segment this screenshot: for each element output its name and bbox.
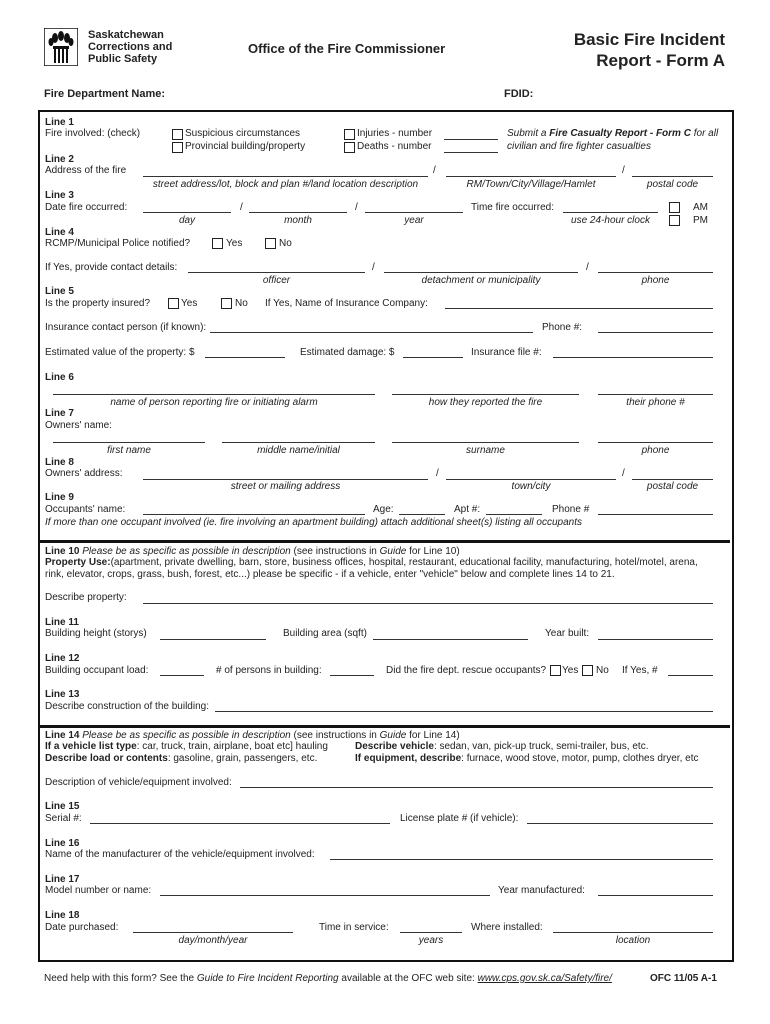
- caption: how they reported the fire: [428, 397, 543, 408]
- suspicious-label: Suspicious circumstances: [185, 128, 301, 139]
- owner-street-field[interactable]: [143, 479, 428, 480]
- year-built-field[interactable]: [598, 639, 713, 640]
- caption: day/month/year: [178, 935, 248, 946]
- manufacturer-field[interactable]: [330, 859, 713, 860]
- persons-field[interactable]: [330, 675, 374, 676]
- building-area-field[interactable]: [373, 639, 528, 640]
- insurance-file-field[interactable]: [553, 357, 713, 358]
- vehicle-description-label: Description of vehicle/equipment involved:: [45, 777, 232, 788]
- year-manufactured-label: Year manufactured:: [498, 885, 585, 896]
- rescue-no-checkbox[interactable]: [582, 665, 593, 676]
- model-field[interactable]: [160, 895, 490, 896]
- caption: name of person reporting fire or initiating alarm: [110, 397, 318, 408]
- suspicious-checkbox[interactable]: [172, 129, 183, 140]
- line4-label: Line 4: [45, 227, 74, 238]
- wheat-sheaf-icon: [44, 28, 78, 66]
- property-value-label: Estimated value of the property: $: [45, 347, 195, 358]
- reporter-phone-field[interactable]: [598, 394, 713, 395]
- provincial-checkbox[interactable]: [172, 142, 183, 153]
- age-label: Age:: [373, 504, 394, 515]
- casualty-note-2: civilian and fire fighter casualties: [507, 141, 651, 152]
- property-value-field[interactable]: [205, 357, 285, 358]
- vehicle-type-text: : car, truck, train, airplane, boat etc] hauling: [136, 741, 328, 752]
- owner-town-field[interactable]: [446, 479, 616, 480]
- owner-first-name-field[interactable]: [53, 442, 205, 443]
- equipment-label: If equipment, describe: [355, 753, 462, 764]
- caption: surname: [466, 445, 505, 456]
- form-title: [574, 29, 725, 71]
- load-contents-hint: [45, 754, 317, 764]
- occupants-note: If more than one occupant involved (ie. fire involving an apartment building) attach additional sheet(s) listing all occupants: [45, 517, 582, 528]
- property-use-line-2: rink, elevator, crops, grass, bush, forest, etc...) please be specific - if a vehicle, enter "vehicle" below and complete lines 14 to 21.: [45, 569, 615, 580]
- model-label: Model number or name:: [45, 885, 152, 896]
- caption: first name: [107, 445, 151, 456]
- year-manufactured-field[interactable]: [598, 895, 713, 896]
- occupant-load-label: Building occupant load:: [45, 665, 149, 676]
- owner-postal-field[interactable]: [632, 479, 713, 480]
- pm-label: PM: [693, 215, 708, 226]
- footer-help: [44, 974, 612, 984]
- owners-name-label: Owners' name:: [45, 420, 112, 431]
- provincial-label: Provincial building/property: [185, 141, 306, 152]
- caption: officer: [262, 275, 291, 286]
- insured-no-label: No: [235, 298, 248, 309]
- insurance-contact-label: Insurance contact person (if known):: [45, 322, 207, 333]
- caption: their phone #: [626, 397, 685, 408]
- caption: detachment or municipality: [421, 275, 541, 286]
- construction-field[interactable]: [215, 711, 713, 712]
- org-line-2: Corrections and: [88, 41, 173, 53]
- fire-dept-label: Fire Department Name:: [44, 88, 166, 100]
- time-field[interactable]: [563, 212, 658, 213]
- detachment-field[interactable]: [384, 272, 578, 273]
- line6-label: Line 6: [45, 372, 74, 383]
- line17-label: Line 17: [45, 874, 80, 885]
- guide-ref: Guide: [379, 546, 407, 557]
- vehicle-type-hint: [45, 742, 328, 752]
- line10-italic: Please be as specific as possible in description: [82, 546, 291, 557]
- line14-italic: Please be as specific as possible in description: [82, 730, 291, 741]
- vehicle-description-field[interactable]: [240, 787, 713, 788]
- load-contents-label: Describe load or contents: [45, 753, 168, 764]
- casualty-note-form: Fire Casualty Report - Form C: [549, 128, 691, 139]
- report-method-field[interactable]: [392, 394, 579, 395]
- rescue-yes-label: Yes: [562, 665, 579, 676]
- casualty-note-post: for all: [690, 128, 719, 139]
- deaths-label: Deaths - number: [357, 141, 432, 152]
- date-purchased-label: Date purchased:: [45, 922, 119, 933]
- footer-mid: available at the OFC web site:: [338, 973, 478, 984]
- slash: /: [433, 165, 436, 176]
- describe-vehicle-label: Describe vehicle: [355, 741, 434, 752]
- line15-label: Line 15: [45, 801, 80, 812]
- rescue-count-label: If Yes, #: [622, 665, 658, 676]
- caption: postal code: [646, 179, 699, 190]
- owners-address-label: Owners' address:: [45, 468, 123, 479]
- org-line-1: Saskatchewan: [88, 29, 164, 41]
- time-in-service-field[interactable]: [400, 932, 462, 933]
- line14-instr-end: for Line 14): [406, 730, 460, 741]
- caption: month: [284, 215, 312, 226]
- rescue-count-field[interactable]: [668, 675, 713, 676]
- line5-label: Line 5: [45, 286, 74, 297]
- caption: location: [615, 935, 651, 946]
- slash: /: [586, 262, 589, 273]
- guide-ref: Guide: [379, 730, 407, 741]
- caption: street or mailing address: [230, 481, 341, 492]
- insurance-phone-field[interactable]: [598, 332, 713, 333]
- license-plate-field[interactable]: [527, 823, 713, 824]
- org-name: [88, 29, 172, 65]
- insurance-company-field[interactable]: [445, 308, 713, 309]
- slash: /: [622, 165, 625, 176]
- building-area-label: Building area (sqft): [283, 628, 367, 639]
- footer-pre: Need help with this form? See the: [44, 973, 197, 984]
- occupant-name-field[interactable]: [143, 514, 365, 515]
- building-height-field[interactable]: [160, 639, 266, 640]
- owner-middle-name-field[interactable]: [222, 442, 375, 443]
- injuries-checkbox[interactable]: [344, 129, 355, 140]
- line10-header: [45, 547, 460, 557]
- line10-label: Line 10: [45, 546, 80, 557]
- damage-field[interactable]: [403, 357, 463, 358]
- insured-label: Is the property insured?: [45, 298, 151, 309]
- rescue-no-label: No: [596, 665, 609, 676]
- rescue-yes-checkbox[interactable]: [550, 665, 561, 676]
- am-label: AM: [693, 202, 708, 213]
- insured-yes-checkbox[interactable]: [168, 298, 179, 309]
- equipment-text: : furnace, wood stove, motor, pump, clothes dryer, etc: [461, 753, 699, 764]
- rescue-label: Did the fire dept. rescue occupants?: [386, 665, 547, 676]
- building-height-label: Building height (storys): [45, 628, 147, 639]
- fdid-label: FDID:: [504, 88, 534, 100]
- org-line-3: Public Safety: [88, 53, 158, 65]
- insurance-company-label: If Yes, Name of Insurance Company:: [265, 298, 428, 309]
- line18-label: Line 18: [45, 910, 80, 921]
- date-day-field[interactable]: [143, 212, 231, 213]
- slash: /: [240, 202, 243, 213]
- occupants-name-label: Occupants' name:: [45, 504, 126, 515]
- age-field[interactable]: [399, 514, 445, 515]
- occupant-phone-field[interactable]: [598, 514, 713, 515]
- contact-details-label: If Yes, provide contact details:: [45, 262, 178, 273]
- line8-label: Line 8: [45, 457, 74, 468]
- deaths-number-field[interactable]: [444, 152, 498, 153]
- injuries-number-field[interactable]: [444, 139, 498, 140]
- police-notified-label: RCMP/Municipal Police notified?: [45, 238, 191, 249]
- fire-address-town-field[interactable]: [446, 176, 616, 177]
- fire-address-street-field[interactable]: [143, 176, 428, 177]
- vehicle-type-label: If a vehicle list type: [45, 741, 137, 752]
- describe-property-label: Describe property:: [45, 592, 127, 603]
- line11-label: Line 11: [45, 617, 79, 628]
- line13-label: Line 13: [45, 689, 80, 700]
- caption: RM/Town/City/Village/Hamlet: [466, 179, 596, 190]
- police-no-label: No: [279, 238, 292, 249]
- insurance-phone-label: Phone #:: [542, 322, 583, 333]
- fire-address-postal-field[interactable]: [632, 176, 713, 177]
- fire-address-label: Address of the fire: [45, 165, 127, 176]
- caption: street address/lot, block and plan #/land location description: [152, 179, 419, 190]
- damage-label: Estimated damage: $: [300, 347, 395, 358]
- police-no-checkbox[interactable]: [265, 238, 276, 249]
- deaths-checkbox[interactable]: [344, 142, 355, 153]
- occupant-load-field[interactable]: [160, 675, 204, 676]
- property-use-label: Property Use:: [45, 557, 111, 568]
- form-title-line-1: Basic Fire Incident: [573, 30, 725, 49]
- insured-no-checkbox[interactable]: [221, 298, 232, 309]
- office-name: Office of the Fire Commissioner: [248, 41, 446, 56]
- police-yes-label: Yes: [226, 238, 243, 249]
- caption: phone: [641, 275, 670, 286]
- apt-label: Apt #:: [454, 504, 481, 515]
- time-occurred-label: Time fire occurred:: [471, 202, 554, 213]
- serial-field[interactable]: [90, 823, 390, 824]
- line9-label: Line 9: [45, 492, 74, 503]
- fire-involved-label: Fire involved: (check): [45, 128, 141, 139]
- describe-vehicle-hint: [355, 742, 648, 752]
- officer-field[interactable]: [188, 272, 365, 273]
- slash: /: [372, 262, 375, 273]
- caption: middle name/initial: [257, 445, 340, 456]
- insurance-file-label: Insurance file #:: [471, 347, 542, 358]
- line2-label: Line 2: [45, 154, 74, 165]
- footer-guide: Guide to Fire Incident Reporting: [196, 973, 339, 984]
- line1-label: Line 1: [45, 117, 74, 128]
- am-checkbox[interactable]: [669, 202, 680, 213]
- year-built-label: Year built:: [545, 628, 590, 639]
- casualty-note-pre: Submit a: [507, 128, 550, 139]
- describe-property-field[interactable]: [143, 603, 713, 604]
- caption: year: [404, 215, 424, 226]
- date-purchased-field[interactable]: [133, 932, 293, 933]
- pm-checkbox[interactable]: [669, 215, 680, 226]
- section-divider-1: [40, 540, 730, 543]
- property-use-line-1: [45, 558, 698, 568]
- logo: [44, 28, 78, 66]
- time-in-service-label: Time in service:: [319, 922, 389, 933]
- caption: postal code: [646, 481, 699, 492]
- caption: town/city: [511, 481, 551, 492]
- describe-vehicle-text: : sedan, van, pick-up truck, semi-trailer, bus, etc.: [433, 741, 649, 752]
- line14-header: [45, 731, 460, 741]
- owner-surname-field[interactable]: [392, 442, 579, 443]
- reporter-name-field[interactable]: [53, 394, 375, 395]
- injuries-label: Injuries - number: [357, 128, 433, 139]
- license-plate-label: License plate # (if vehicle):: [400, 813, 519, 824]
- line16-label: Line 16: [45, 838, 80, 849]
- date-year-field[interactable]: [365, 212, 463, 213]
- form-title-line-2: Report - Form A: [596, 51, 725, 70]
- date-month-field[interactable]: [249, 212, 347, 213]
- insurance-contact-field[interactable]: [210, 332, 533, 333]
- insured-yes-label: Yes: [181, 298, 198, 309]
- line12-label: Line 12: [45, 653, 80, 664]
- apt-field[interactable]: [486, 514, 542, 515]
- line10-instr: (see instructions in: [293, 546, 380, 557]
- line10-instr-end: for Line 10): [406, 546, 460, 557]
- casualty-note: [507, 129, 718, 139]
- caption: phone: [641, 445, 670, 456]
- persons-label: # of persons in building:: [216, 665, 322, 676]
- caption: years: [418, 935, 444, 946]
- equipment-hint: [355, 754, 698, 764]
- serial-label: Serial #:: [45, 813, 82, 824]
- manufacturer-label: Name of the manufacturer of the vehicle/equipment involved:: [45, 849, 315, 860]
- ofc-website-link[interactable]: www.cps.gov.sk.ca/Safety/fire/: [477, 973, 612, 984]
- line14-label: Line 14: [45, 730, 80, 741]
- where-installed-label: Where installed:: [471, 922, 543, 933]
- owner-phone-field[interactable]: [598, 442, 713, 443]
- date-occurred-label: Date fire occurred:: [45, 202, 128, 213]
- slash: /: [355, 202, 358, 213]
- section-divider-2: [40, 725, 730, 728]
- property-use-text: (apartment, private dwelling, barn, store, business offices, hospital, restaurant, educational facility, manufacturing, hotel/motel, arena,: [110, 557, 698, 568]
- line14-instr: (see instructions in: [293, 730, 380, 741]
- where-installed-field[interactable]: [553, 932, 713, 933]
- caption: use 24-hour clock: [571, 215, 650, 226]
- line3-label: Line 3: [45, 190, 74, 201]
- police-yes-checkbox[interactable]: [212, 238, 223, 249]
- line7-label: Line 7: [45, 408, 74, 419]
- caption: day: [178, 215, 196, 226]
- construction-label: Describe construction of the building:: [45, 701, 209, 712]
- slash: /: [436, 468, 439, 479]
- police-phone-field[interactable]: [598, 272, 713, 273]
- load-contents-text: : gasoline, grain, passengers, etc.: [167, 753, 318, 764]
- form-code: OFC 11/05 A-1: [650, 973, 717, 984]
- slash: /: [622, 468, 625, 479]
- occupant-phone-label: Phone #: [552, 504, 590, 515]
